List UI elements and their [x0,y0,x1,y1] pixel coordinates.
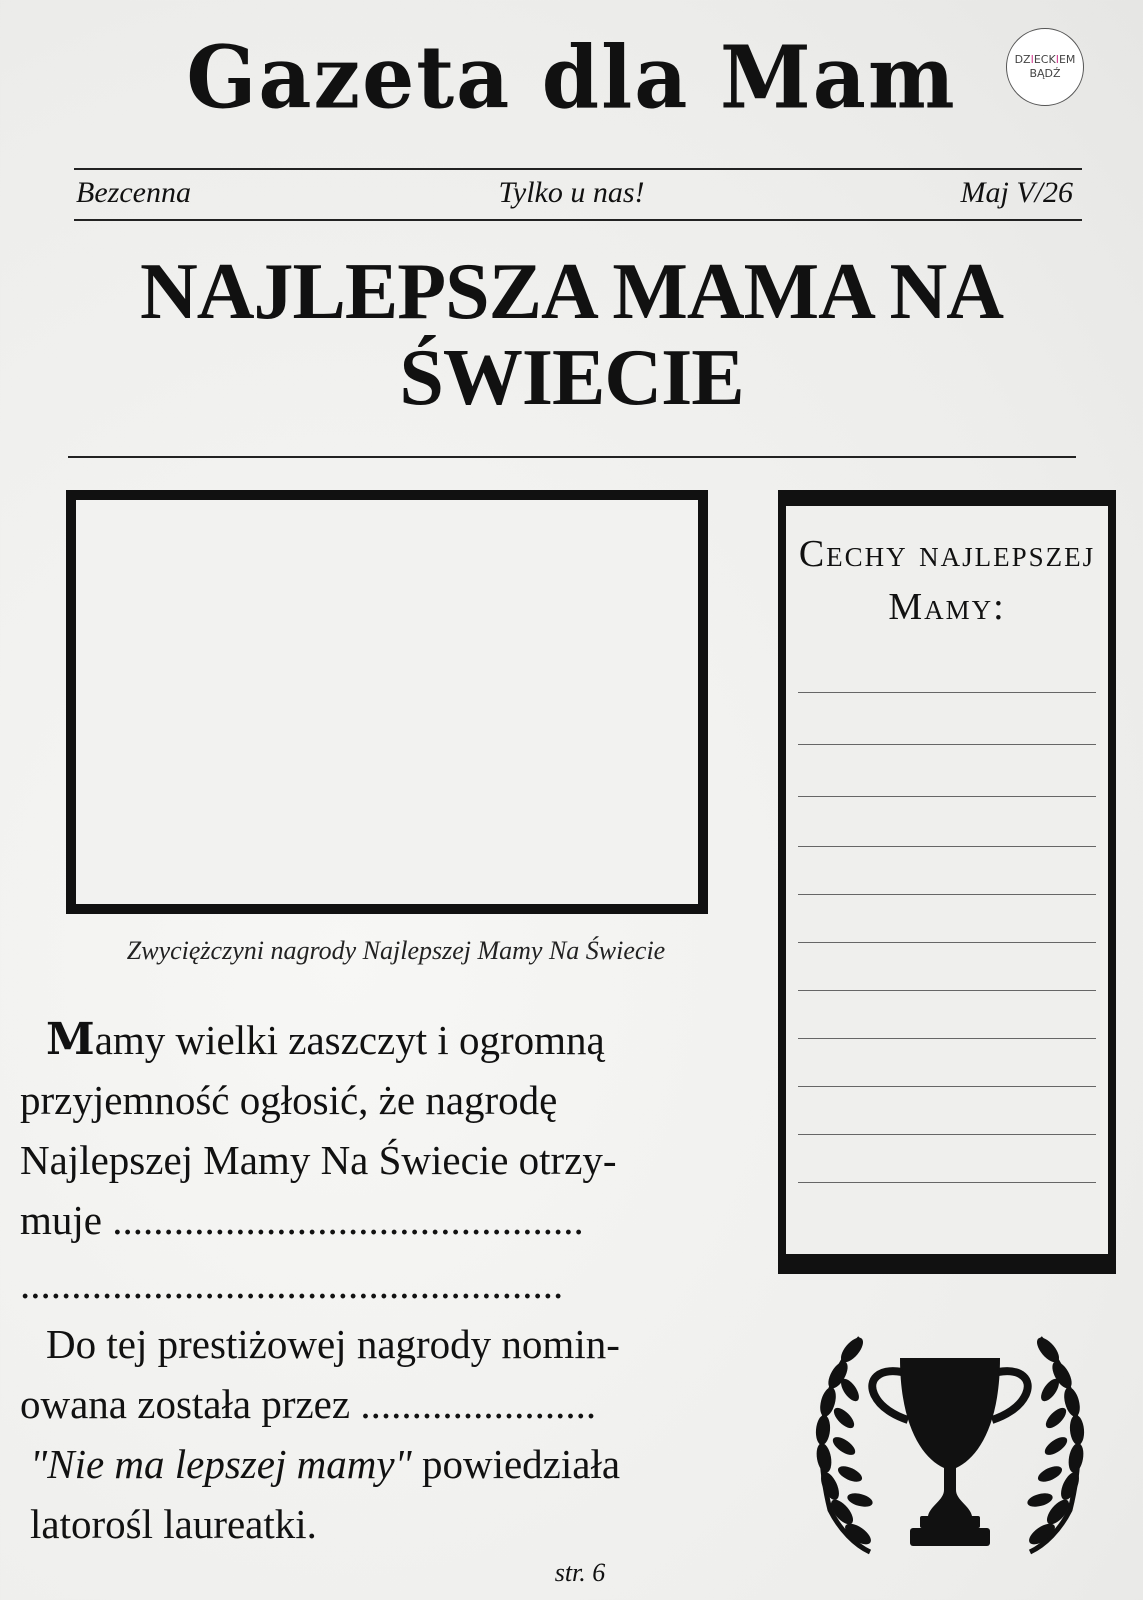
headline-line-1: NAJLEPSZA MAMA NA [139,248,1004,336]
masthead-title: Gazeta dla Mam [186,27,957,129]
sidebar-title-line-2: Mamy: [888,586,1006,629]
traits-sidebar [778,490,1116,1274]
writing-line [798,894,1096,895]
laurel-left-icon [815,1334,875,1552]
article-line: Do tej prestiżowej nagrody nomin- [46,1321,620,1367]
sidebar-title-line-1: Cechy najlepszej [798,533,1096,575]
top-rule [74,168,1082,170]
article-line: przyjemność ogłosić, że nagrodę [20,1077,558,1123]
article-body [20,1010,760,1554]
article-line: Mamy wielki zaszczyt i ogromną [46,1014,605,1065]
sidebar-title [786,528,1108,634]
laurel-right-icon [1026,1334,1086,1552]
headline-line-2: ŚWIECIE [399,333,744,422]
article-line: "Nie ma lepszej mamy" powiedziała [30,1441,621,1487]
article-line: latorośl laureatki. [30,1501,317,1547]
headline [0,250,1143,421]
writing-line [798,942,1096,943]
writing-line [798,846,1096,847]
logo-line-2: BĄDŹ [1029,67,1061,80]
quote-text: "Nie ma lepszej mamy" [30,1441,412,1487]
dateline-right: Maj V/26 [960,176,1073,209]
photo-frame [66,490,708,914]
writing-line [798,1086,1096,1087]
article-line: muje .............................................. [20,1197,584,1243]
dateline-left: Bezcenna [76,176,191,209]
brand-logo [1006,28,1084,106]
headline-rule [68,456,1076,458]
page-number: str. 6 [554,1558,606,1587]
writing-line [798,990,1096,991]
writing-line [798,1134,1096,1135]
article-line: ..................................................... [20,1261,564,1307]
dateline-bottom-rule [74,219,1082,221]
article-line: owana została przez ....................... [20,1381,597,1427]
writing-line [798,1182,1096,1183]
cup-icon [872,1358,1027,1546]
trophy-icon [800,1330,1100,1570]
writing-line [798,1038,1096,1039]
writing-line [798,692,1096,693]
drop-cap: M [46,1014,95,1065]
logo-line-1: DZIECKIEM [1014,53,1076,67]
writing-line [798,744,1096,745]
dateline-center: Tylko u nas! [498,176,645,209]
photo-caption: Zwyciężczyni nagrody Najlepszej Mamy Na Świecie [126,936,666,965]
writing-line [798,796,1096,797]
article-line: Najlepszej Mamy Na Świecie otrzy- [20,1137,617,1183]
